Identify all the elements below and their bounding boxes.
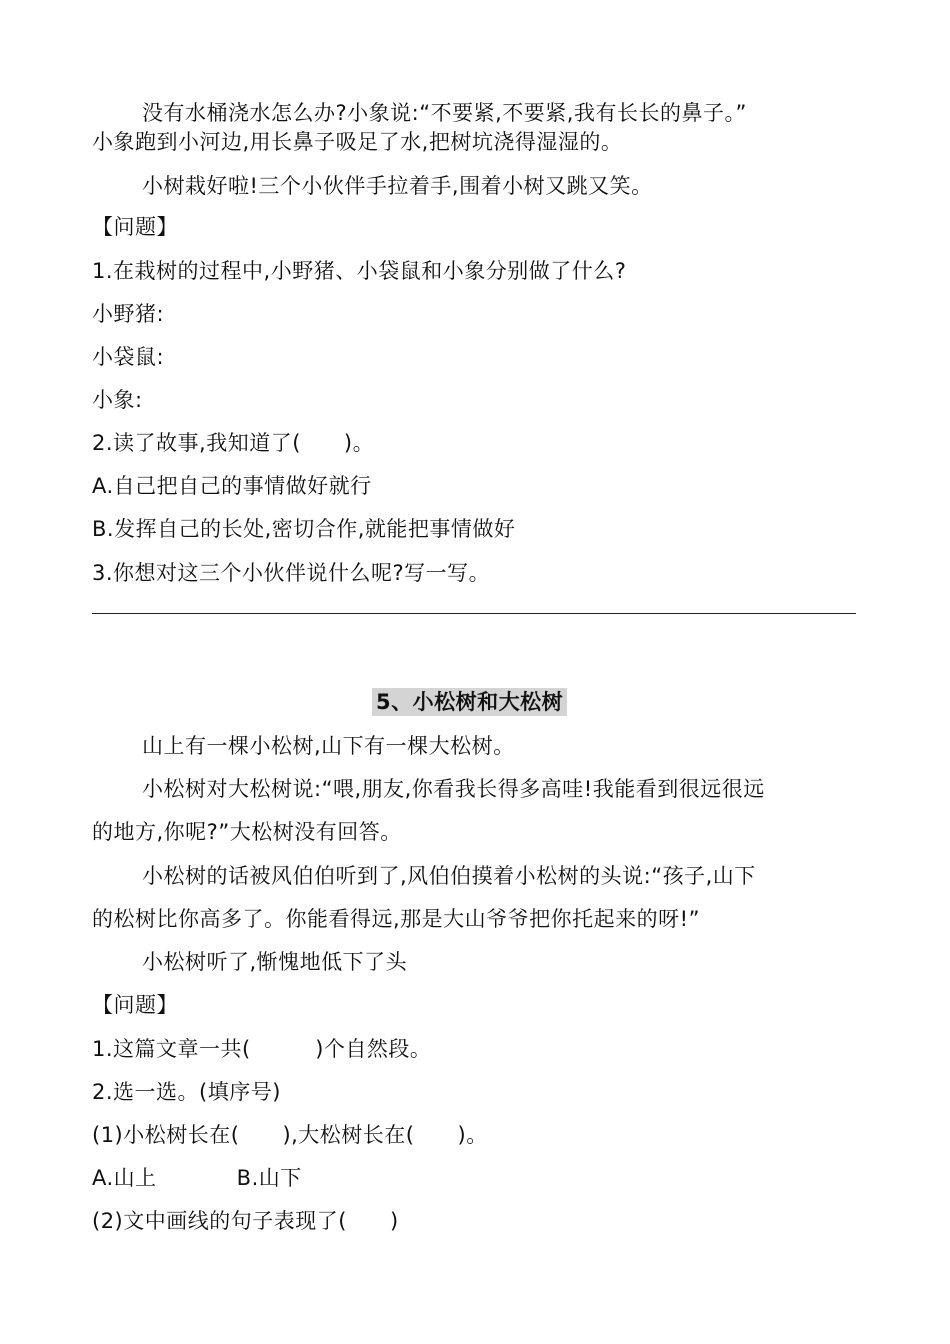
story5-question2-part2: (2)文中画线的句子表现了( ) bbox=[92, 1209, 399, 1233]
answer-label-kangaroo: 小袋鼠: bbox=[92, 345, 165, 369]
story4-question2: 2.读了故事,我知道了( )。 bbox=[92, 431, 375, 455]
story5-question2: 2.选一选。(填序号) bbox=[92, 1080, 281, 1104]
story4-paragraph1-line2: 小象跑到小河边,用长鼻子吸足了水,把树坑浇得湿湿的。 bbox=[92, 130, 623, 154]
story5-paragraph2-line1: 小松树对大松树说:“喂,朋友,你看我长得多高哇!我能看到很远很远 bbox=[142, 777, 765, 801]
story4-paragraph2: 小树栽好啦!三个小伙伴手拉着手,围着小树又跳又笑。 bbox=[142, 174, 653, 198]
story4-question3: 3.你想对这三个小伙伴说什么呢?写一写。 bbox=[92, 561, 491, 585]
story5-questions-header: 【问题】 bbox=[92, 993, 178, 1017]
option-a: A.山上 bbox=[92, 1166, 157, 1190]
answer-label-elephant: 小象: bbox=[92, 388, 143, 412]
story5-question1: 1.这篇文章一共( )个自然段。 bbox=[92, 1037, 432, 1061]
story4-questions-header: 【问题】 bbox=[92, 215, 178, 239]
story4-question2-option-b: B.发挥自己的长处,密切合作,就能把事情做好 bbox=[92, 517, 516, 541]
story5-title: 5、小松树和大松树 bbox=[372, 688, 567, 716]
story5-paragraph3-line1: 小松树的话被风伯伯听到了,风伯伯摸着小松树的头说:“孩子,山下 bbox=[142, 864, 756, 888]
story5-paragraph1: 山上有一棵小松树,山下有一棵大松树。 bbox=[142, 734, 515, 758]
story5-question2-part1: (1)小松树长在( ),大松树长在( )。 bbox=[92, 1123, 488, 1147]
story4-paragraph1-line1: 没有水桶浇水怎么办?小象说:“不要紧,不要紧,我有长长的鼻子。” bbox=[142, 101, 747, 125]
story5-paragraph4: 小松树听了,惭愧地低下了头 bbox=[142, 950, 408, 974]
story4-question1: 1.在栽树的过程中,小野猪、小袋鼠和小象分别做了什么? bbox=[92, 259, 627, 283]
story4-question2-option-a: A.自己把自己的事情做好就行 bbox=[92, 474, 372, 498]
answer-writing-line[interactable] bbox=[92, 613, 856, 614]
story5-question2-options bbox=[92, 1163, 302, 1193]
answer-label-pig: 小野猪: bbox=[92, 302, 165, 326]
story5-paragraph2-line2: 的地方,你呢?”大松树没有回答。 bbox=[92, 820, 402, 844]
option-b: B.山下 bbox=[236, 1166, 302, 1190]
story5-paragraph3-line2: 的松树比你高多了。你能看得远,那是大山爷爷把你托起来的呀!” bbox=[92, 907, 700, 931]
